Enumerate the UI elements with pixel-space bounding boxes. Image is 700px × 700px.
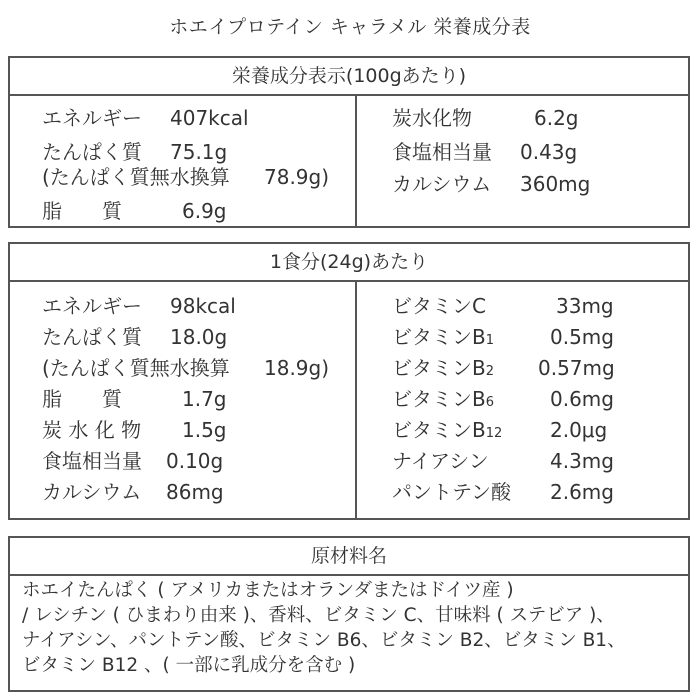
nutrient-label: (たんぱく質無水換算 <box>42 356 230 380</box>
nutrient-label: エネルギー <box>42 106 142 130</box>
nutrient-label: 脂 質 <box>42 199 122 223</box>
nutrient-label <box>392 418 502 446</box>
nutrient-label: 炭水化物 <box>392 106 472 130</box>
nutrient-value: 4.3mg <box>550 449 614 473</box>
nutrient-value: 0.6mg <box>550 387 614 411</box>
nutrient-label: たんぱく質 <box>42 140 142 164</box>
nutrient-value: 0.10g <box>166 449 224 473</box>
ingredients-line: ナイアシン、パントテン酸、ビタミン B6、ビタミン B2、ビタミン B1、 <box>22 630 626 651</box>
nutrient-label: 食塩相当量 <box>42 449 142 473</box>
ingredients-panel <box>8 536 690 692</box>
ingredients-line: ビタミン B12 、( 一部に乳成分を含む ) <box>22 655 356 676</box>
vitamin-subscript: 2 <box>485 364 495 379</box>
ingredients-text <box>22 578 692 678</box>
nutrient-label: エネルギー <box>42 294 142 318</box>
per-100g-heading: 栄養成分表示(100gあたり) <box>10 58 688 96</box>
ingredients-line: ホエイたんぱく ( アメリカまたはオランダまたはドイツ産 ) <box>22 580 514 601</box>
nutrient-label <box>392 325 494 353</box>
nutrient-label: たんぱく質 <box>42 325 142 349</box>
vitamin-subscript: 1 <box>485 333 495 348</box>
nutrient-value: 33mg <box>556 294 614 318</box>
nutrient-value: 18.0g <box>170 325 228 349</box>
nutrient-label <box>392 356 494 384</box>
column-divider <box>355 96 357 226</box>
nutrient-label: ナイアシン <box>392 449 489 473</box>
nutrient-value: 6.9g <box>182 199 227 223</box>
nutrient-value: 0.43g <box>520 140 578 164</box>
nutrient-label: 炭 水 化 物 <box>42 418 142 442</box>
nutrient-value: 6.2g <box>534 106 579 130</box>
nutrient-value: 98kcal <box>170 294 236 318</box>
document-title: ホエイプロテイン キャラメル 栄養成分表 <box>169 16 531 38</box>
ingredients-heading: 原材料名 <box>10 538 688 576</box>
nutrient-label: カルシウム <box>42 480 142 504</box>
vitamin-name: ビタミンB <box>392 325 486 349</box>
nutrient-value: 2.0μg <box>550 418 608 442</box>
nutrition-per-100g-panel <box>8 56 690 228</box>
nutrient-label: 脂 質 <box>42 387 122 411</box>
ingredients-line: / レシチン ( ひまわり由来 )、香料、ビタミン C、甘味料 ( ステビア )、 <box>22 605 615 626</box>
nutrient-value: 75.1g <box>170 140 228 164</box>
nutrient-label <box>392 387 494 415</box>
nutrient-label: 食塩相当量 <box>392 140 492 164</box>
nutrition-per-serving-panel <box>8 242 690 520</box>
column-divider <box>355 282 357 518</box>
vitamin-subscript: 12 <box>485 426 503 441</box>
nutrient-value: 0.5mg <box>550 325 614 349</box>
nutrient-value: 360mg <box>520 172 591 196</box>
nutrient-label: (たんぱく質無水換算 <box>42 165 230 189</box>
nutrient-value: 407kcal <box>170 106 249 130</box>
nutrient-value: 2.6mg <box>550 480 614 504</box>
nutrient-label: カルシウム <box>392 172 492 196</box>
nutrient-label: パントテン酸 <box>392 480 511 504</box>
nutrient-value: 0.57mg <box>538 356 615 380</box>
vitamin-subscript: 6 <box>485 395 495 410</box>
nutrient-value: 1.5g <box>182 418 227 442</box>
nutrient-label: ビタミンC <box>392 294 486 318</box>
per-serving-heading: 1食分(24g)あたり <box>10 244 688 282</box>
vitamin-name: ビタミンB <box>392 356 486 380</box>
vitamin-name: ビタミンB <box>392 418 486 442</box>
nutrient-value: 86mg <box>166 480 224 504</box>
nutrient-value: 78.9g) <box>264 165 330 189</box>
nutrient-value: 1.7g <box>182 387 227 411</box>
nutrient-value: 18.9g) <box>264 356 330 380</box>
vitamin-name: ビタミンB <box>392 387 486 411</box>
